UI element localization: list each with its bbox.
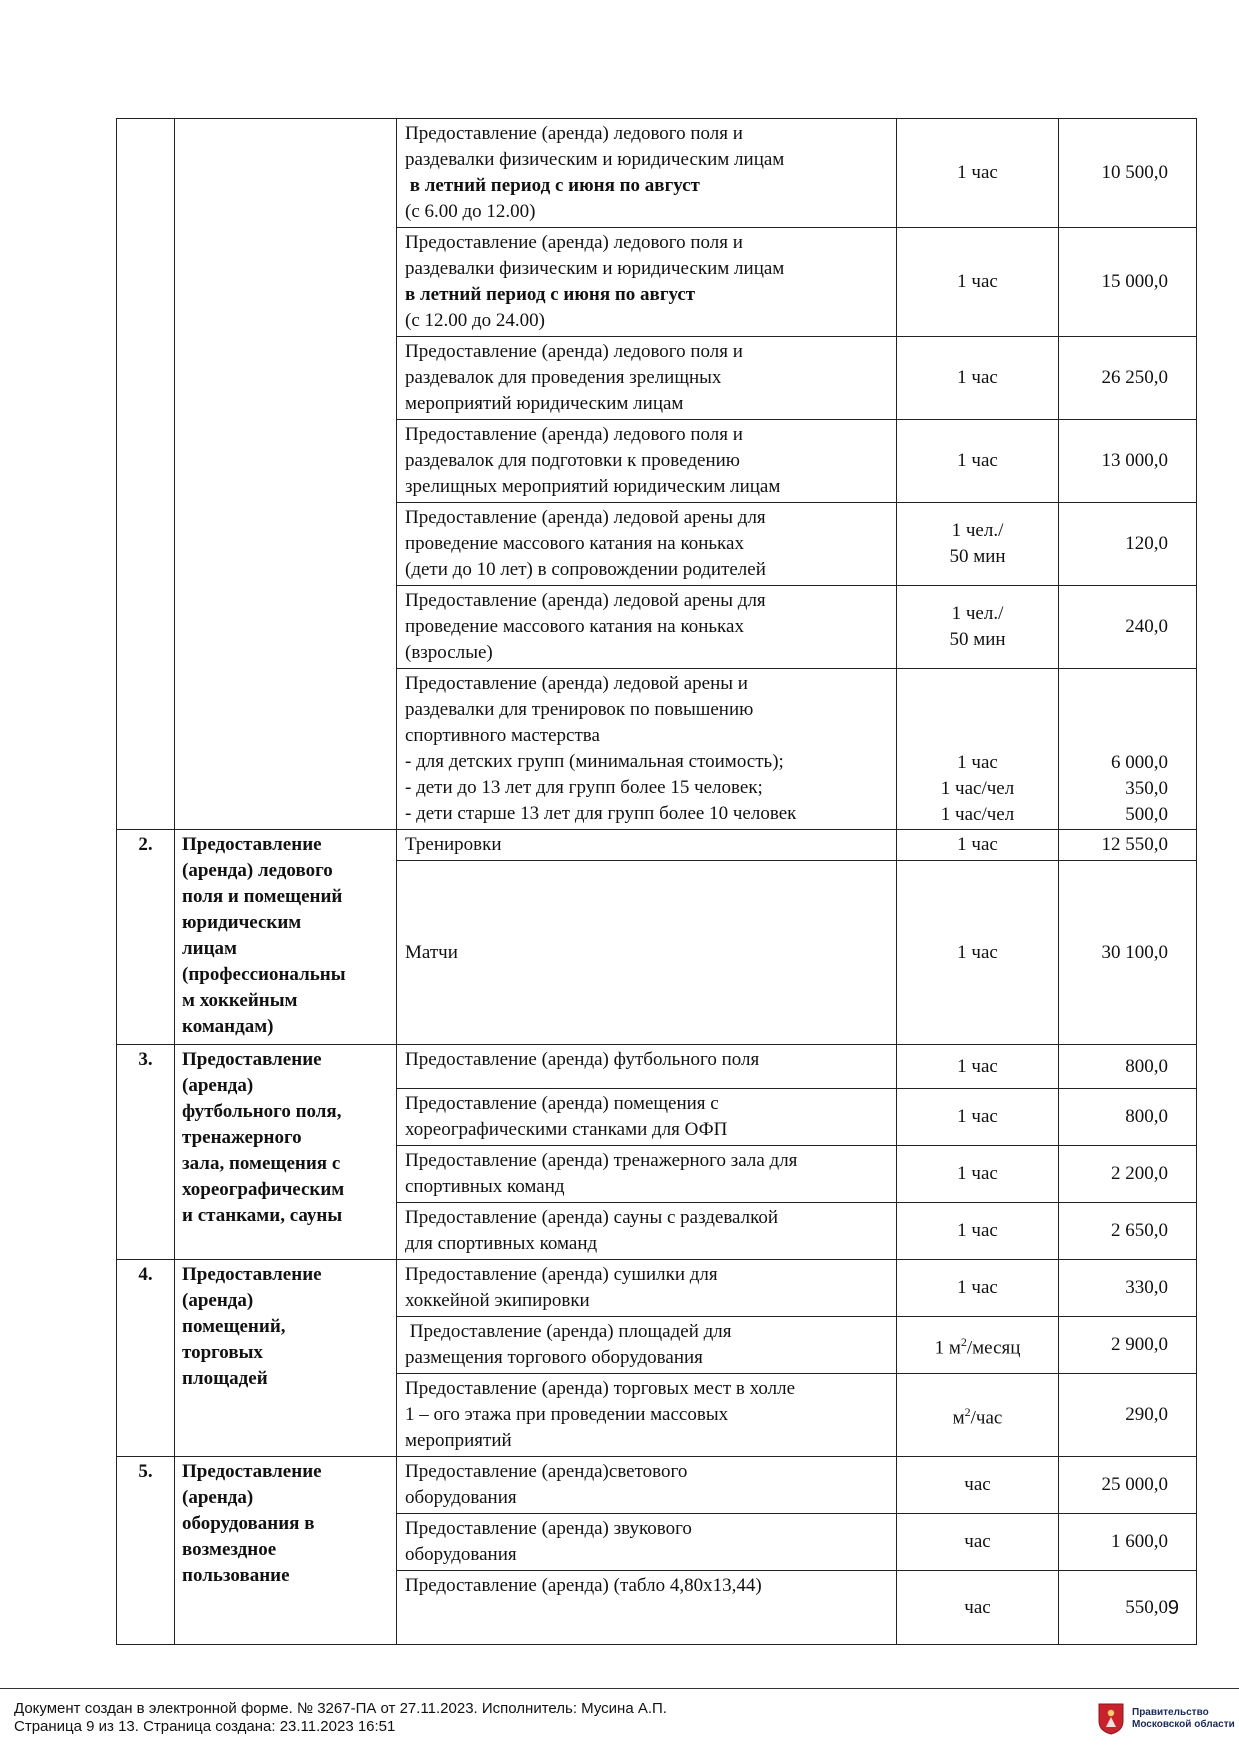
price-cell: 290,0	[1059, 1374, 1197, 1457]
unit-cell: 1 чел./ 50 мин	[897, 586, 1059, 669]
section-number: 3.	[117, 1045, 175, 1260]
unit-cell: час	[897, 1514, 1059, 1571]
service-description: Предоставление (аренда) ледового поля и раздевалки физическим и юридическим лицам в летний период с июня по август (с 6.00 до 12.00)	[397, 119, 897, 228]
service-description: Предоставление (аренда) ледовой арены и раздевалки для тренировок по повышению спортивного мастерства - для детских групп (минимальная стоимость); - дети до 13 лет для групп более 15 человек; - дети старше 13 лет для групп более 10 человек	[397, 669, 897, 830]
price-cell: 10 500,0	[1059, 119, 1197, 228]
unit-cell: 1 час	[897, 861, 1059, 1045]
unit-cell: 1 час	[897, 420, 1059, 503]
unit-cell: 1 час	[897, 1260, 1059, 1317]
unit-cell: 1 час	[897, 1146, 1059, 1203]
unit-cell: 1 чел./ 50 мин	[897, 503, 1059, 586]
footer-info	[14, 1700, 667, 1736]
price-cell: 12 550,0	[1059, 830, 1197, 861]
service-description: Предоставление (аренда) ледового поля и раздевалки физическим и юридическим лицам в летний период с июня по август (с 12.00 до 24.00)	[397, 228, 897, 337]
page-number: 9	[1167, 1597, 1179, 1619]
service-description: Предоставление (аренда) звукового оборудования	[397, 1514, 897, 1571]
price-cell: 2 900,0	[1059, 1317, 1197, 1374]
unit-cell: 1 $м^2$/месяц	[897, 1317, 1059, 1374]
unit-cell: 1 час	[897, 1089, 1059, 1146]
service-description: Тренировки	[397, 830, 897, 861]
price-cell: 550,0	[1059, 1571, 1197, 1645]
table-row	[117, 1260, 1197, 1317]
price-cell: 30 100,0	[1059, 861, 1197, 1045]
price-cell: 13 000,0	[1059, 420, 1197, 503]
service-description: Предоставление (аренда) сушилки для хоккейной экипировки	[397, 1260, 897, 1317]
price-cell: 800,0	[1059, 1089, 1197, 1146]
service-description: Предоставление (аренда) ледового поля и раздевалок для подготовки к проведению зрелищных мероприятий юридическим лицам	[397, 420, 897, 503]
service-description: Предоставление (аренда) ледовой арены для проведение массового катания на коньках (дети до 10 лет) в сопровождении родителей	[397, 503, 897, 586]
section-number: 5.	[117, 1457, 175, 1645]
unit-cell: 1 час	[897, 1203, 1059, 1260]
service-description: Предоставление (аренда) торговых мест в холле 1 – ого этажа при проведении массовых мероприятий	[397, 1374, 897, 1457]
price-cell: 2 650,0	[1059, 1203, 1197, 1260]
name-cell-empty	[175, 119, 397, 830]
service-description: Предоставление (аренда) ледовой арены для проведение массового катания на коньках (взрослые)	[397, 586, 897, 669]
unit-cell: 1 час	[897, 228, 1059, 337]
unit-cell: 1 час 1 час/чел 1 час/чел	[897, 669, 1059, 830]
price-cell: 26 250,0	[1059, 337, 1197, 420]
unit-cell: 1 час	[897, 1045, 1059, 1089]
footer-line-1: Документ создан в электронной форме. № 3267-ПА от 27.11.2023. Исполнитель: Мусина А.П.	[14, 1700, 667, 1717]
service-description: Предоставление (аренда) ледового поля и раздевалок для проведения зрелищных мероприятий юридическим лицам	[397, 337, 897, 420]
price-table	[116, 118, 1197, 1645]
service-description: Предоставление (аренда) (табло 4,80х13,44)	[397, 1571, 897, 1645]
service-description: Предоставление (аренда) площадей для размещения торгового оборудования	[397, 1317, 897, 1374]
service-description: Предоставление (аренда)светового оборудования	[397, 1457, 897, 1514]
price-cell: 25 000,0	[1059, 1457, 1197, 1514]
government-logo	[1098, 1703, 1235, 1735]
price-cell: 800,0	[1059, 1045, 1197, 1089]
service-description: Предоставление (аренда) помещения с хореографическими станками для ОФП	[397, 1089, 897, 1146]
service-description: Предоставление (аренда) тренажерного зала для спортивных команд	[397, 1146, 897, 1203]
price-cell: 6 000,0 350,0 500,0	[1059, 669, 1197, 830]
section-number: 4.	[117, 1260, 175, 1457]
section-name: Предоставление (аренда) помещений, торговых площадей	[175, 1260, 397, 1457]
price-cell: 120,0	[1059, 503, 1197, 586]
price-cell: 240,0	[1059, 586, 1197, 669]
footer-line-2: Страница 9 из 13. Страница создана: 23.11.2023 16:51	[14, 1718, 396, 1735]
table-row	[117, 1045, 1197, 1089]
price-cell: 2 200,0	[1059, 1146, 1197, 1203]
section-name: Предоставление (аренда) футбольного поля, тренажерного зала, помещения с хореографическим и станками, сауны	[175, 1045, 397, 1260]
unit-cell: час	[897, 1457, 1059, 1514]
service-description: Предоставление (аренда) футбольного поля	[397, 1045, 897, 1089]
price-cell: 1 600,0	[1059, 1514, 1197, 1571]
section-name: Предоставление (аренда) оборудования в возмездное пользование	[175, 1457, 397, 1645]
section-name: Предоставление (аренда) ледового поля и помещений юридическим лицам (профессиональны м хоккейным командам)	[175, 830, 397, 1045]
footer-divider	[0, 1688, 1239, 1689]
unit-cell: 1 час	[897, 830, 1059, 861]
price-cell: 330,0	[1059, 1260, 1197, 1317]
unit-cell: час	[897, 1571, 1059, 1645]
table-row	[117, 119, 1197, 228]
service-description: Предоставление (аренда) сауны с раздевалкой для спортивных команд	[397, 1203, 897, 1260]
num-cell-empty	[117, 119, 175, 830]
section-number: 2.	[117, 830, 175, 1045]
unit-cell: $м^2$/час	[897, 1374, 1059, 1457]
unit-cell: 1 час	[897, 119, 1059, 228]
price-cell: 15 000,0	[1059, 228, 1197, 337]
table-row	[117, 830, 1197, 861]
coat-of-arms-icon	[1098, 1703, 1124, 1735]
table-row	[117, 1457, 1197, 1514]
unit-cell: 1 час	[897, 337, 1059, 420]
service-description: Матчи	[397, 861, 897, 1045]
government-name: Правительство Московской области	[1132, 1707, 1235, 1730]
